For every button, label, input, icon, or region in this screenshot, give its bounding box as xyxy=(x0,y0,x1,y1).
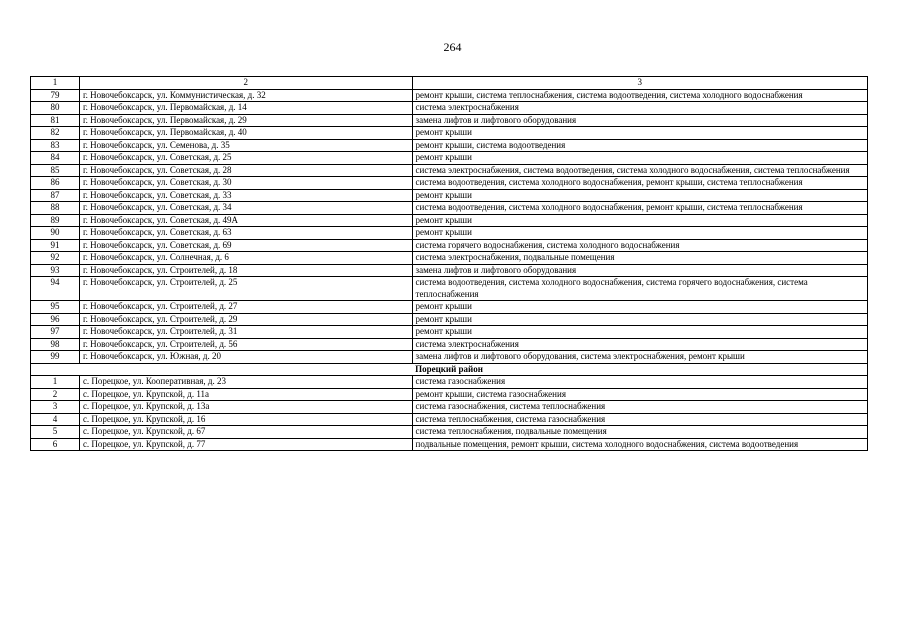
table-row xyxy=(31,164,868,177)
table-row xyxy=(31,202,868,215)
works-cell: подвальные помещения, ремонт крыши, система холодного водоснабжения, система водоотведения xyxy=(412,438,867,451)
table-row xyxy=(31,313,868,326)
row-number-cell: 86 xyxy=(31,177,80,190)
table-row xyxy=(31,177,868,190)
address-cell: г. Новочебоксарск, ул. Строителей, д. 56 xyxy=(79,338,412,351)
address-cell: г. Новочебоксарск, ул. Семенова, д. 35 xyxy=(79,139,412,152)
row-number-cell: 3 xyxy=(31,401,80,414)
table-row xyxy=(31,277,868,301)
address-cell: г. Новочебоксарск, ул. Солнечная, д. 6 xyxy=(79,252,412,265)
table-row xyxy=(31,426,868,439)
table-row xyxy=(31,127,868,140)
address-cell: г. Новочебоксарск, ул. Первомайская, д. 29 xyxy=(79,114,412,127)
row-number-cell: 83 xyxy=(31,139,80,152)
works-cell: ремонт крыши xyxy=(412,313,867,326)
row-number-cell: 96 xyxy=(31,313,80,326)
table-row xyxy=(31,351,868,364)
row-number-cell: 93 xyxy=(31,264,80,277)
works-cell: система водоотведения, система холодного водоснабжения, ремонт крыши, система теплоснабжения xyxy=(412,177,867,190)
row-number-cell: 91 xyxy=(31,239,80,252)
works-cell: система газоснабжения, система теплоснабжения xyxy=(412,401,867,414)
address-cell: с. Порецкое, ул. Крупской, д. 13а xyxy=(79,401,412,414)
address-cell: г. Новочебоксарск, ул. Строителей, д. 25 xyxy=(79,277,412,301)
row-number-cell: 95 xyxy=(31,301,80,314)
works-cell: ремонт крыши xyxy=(412,227,867,240)
address-cell: г. Новочебоксарск, ул. Советская, д. 34 xyxy=(79,202,412,215)
table-row xyxy=(31,326,868,339)
table-row xyxy=(31,139,868,152)
address-cell: г. Новочебоксарск, ул. Советская, д. 25 xyxy=(79,152,412,165)
table-row xyxy=(31,214,868,227)
address-cell: г. Новочебоксарск, ул. Первомайская, д. 40 xyxy=(79,127,412,140)
row-number-cell: 99 xyxy=(31,351,80,364)
address-cell: г. Новочебоксарск, ул. Строителей, д. 27 xyxy=(79,301,412,314)
row-number-cell: 87 xyxy=(31,189,80,202)
header-cell-2: 2 xyxy=(79,77,412,90)
address-cell: с. Порецкое, ул. Кооперативная, д. 23 xyxy=(79,376,412,389)
housing-repair-table xyxy=(30,76,868,451)
table-header-row xyxy=(31,77,868,90)
address-cell: г. Новочебоксарск, ул. Советская, д. 33 xyxy=(79,189,412,202)
table-row xyxy=(31,89,868,102)
address-cell: с. Порецкое, ул. Крупской, д. 16 xyxy=(79,413,412,426)
address-cell: с. Порецкое, ул. Крупской, д. 67 xyxy=(79,426,412,439)
works-cell: ремонт крыши xyxy=(412,189,867,202)
table-row xyxy=(31,401,868,414)
district-title: Порецкий район xyxy=(31,363,868,376)
works-cell: ремонт крыши xyxy=(412,127,867,140)
table-row xyxy=(31,239,868,252)
row-number-cell: 94 xyxy=(31,277,80,301)
table-row xyxy=(31,301,868,314)
address-cell: г. Новочебоксарск, ул. Первомайская, д. 14 xyxy=(79,102,412,115)
table-row xyxy=(31,264,868,277)
table-row xyxy=(31,152,868,165)
address-cell: г. Новочебоксарск, ул. Строителей, д. 18 xyxy=(79,264,412,277)
works-cell: система водоотведения, система холодного водоснабжения, система горячего водоснабжения, система теплоснабжения xyxy=(412,277,867,301)
row-number-cell: 92 xyxy=(31,252,80,265)
table-row xyxy=(31,102,868,115)
works-cell: система электроснабжения, подвальные помещения xyxy=(412,252,867,265)
district-section-row xyxy=(31,363,868,376)
page-number: 264 xyxy=(443,40,462,54)
works-cell: система теплоснабжения, система газоснабжения xyxy=(412,413,867,426)
table-row xyxy=(31,189,868,202)
works-cell: замена лифтов и лифтового оборудования, система электроснабжения, ремонт крыши xyxy=(412,351,867,364)
works-cell: ремонт крыши, система водоотведения xyxy=(412,139,867,152)
works-cell: система электроснабжения xyxy=(412,338,867,351)
address-cell: г. Новочебоксарск, ул. Советская, д. 28 xyxy=(79,164,412,177)
works-cell: система электроснабжения xyxy=(412,102,867,115)
table-row xyxy=(31,227,868,240)
address-cell: с. Порецкое, ул. Крупской, д. 11а xyxy=(79,388,412,401)
works-cell: система горячего водоснабжения, система холодного водоснабжения xyxy=(412,239,867,252)
row-number-cell: 2 xyxy=(31,388,80,401)
works-cell: ремонт крыши, система газоснабжения xyxy=(412,388,867,401)
address-cell: г. Новочебоксарск, ул. Южная, д. 20 xyxy=(79,351,412,364)
row-number-cell: 90 xyxy=(31,227,80,240)
works-cell: ремонт крыши, система теплоснабжения, система водоотведения, система холодного водоснабжения xyxy=(412,89,867,102)
works-cell: замена лифтов и лифтового оборудования xyxy=(412,264,867,277)
table-row xyxy=(31,376,868,389)
works-cell: система электроснабжения, система водоотведения, система холодного водоснабжения, система теплоснабжения xyxy=(412,164,867,177)
table-row xyxy=(31,338,868,351)
row-number-cell: 85 xyxy=(31,164,80,177)
table-body xyxy=(31,77,868,451)
table-row xyxy=(31,252,868,265)
works-cell: ремонт крыши xyxy=(412,152,867,165)
row-number-cell: 80 xyxy=(31,102,80,115)
row-number-cell: 88 xyxy=(31,202,80,215)
address-cell: г. Новочебоксарск, ул. Советская, д. 30 xyxy=(79,177,412,190)
address-cell: г. Новочебоксарск, ул. Советская, д. 69 xyxy=(79,239,412,252)
address-cell: г. Новочебоксарск, ул. Строителей, д. 31 xyxy=(79,326,412,339)
works-cell: система теплоснабжения, подвальные помещения xyxy=(412,426,867,439)
header-cell-3: 3 xyxy=(412,77,867,90)
table-row xyxy=(31,413,868,426)
row-number-cell: 89 xyxy=(31,214,80,227)
address-cell: с. Порецкое, ул. Крупской, д. 77 xyxy=(79,438,412,451)
row-number-cell: 97 xyxy=(31,326,80,339)
table-row xyxy=(31,388,868,401)
works-cell: ремонт крыши xyxy=(412,326,867,339)
row-number-cell: 84 xyxy=(31,152,80,165)
works-cell: ремонт крыши xyxy=(412,214,867,227)
row-number-cell: 5 xyxy=(31,426,80,439)
address-cell: г. Новочебоксарск, ул. Советская, д. 63 xyxy=(79,227,412,240)
row-number-cell: 81 xyxy=(31,114,80,127)
table-row xyxy=(31,114,868,127)
row-number-cell: 79 xyxy=(31,89,80,102)
row-number-cell: 98 xyxy=(31,338,80,351)
header-cell-1: 1 xyxy=(31,77,80,90)
row-number-cell: 4 xyxy=(31,413,80,426)
works-cell: система водоотведения, система холодного водоснабжения, ремонт крыши, система теплоснабжения xyxy=(412,202,867,215)
address-cell: г. Новочебоксарск, ул. Строителей, д. 29 xyxy=(79,313,412,326)
address-cell: г. Новочебоксарск, ул. Коммунистическая, д. 32 xyxy=(79,89,412,102)
row-number-cell: 82 xyxy=(31,127,80,140)
works-cell: ремонт крыши xyxy=(412,301,867,314)
row-number-cell: 6 xyxy=(31,438,80,451)
row-number-cell: 1 xyxy=(31,376,80,389)
works-cell: система газоснабжения xyxy=(412,376,867,389)
works-cell: замена лифтов и лифтового оборудования xyxy=(412,114,867,127)
table-row xyxy=(31,438,868,451)
address-cell: г. Новочебоксарск, ул. Советская, д. 49А xyxy=(79,214,412,227)
